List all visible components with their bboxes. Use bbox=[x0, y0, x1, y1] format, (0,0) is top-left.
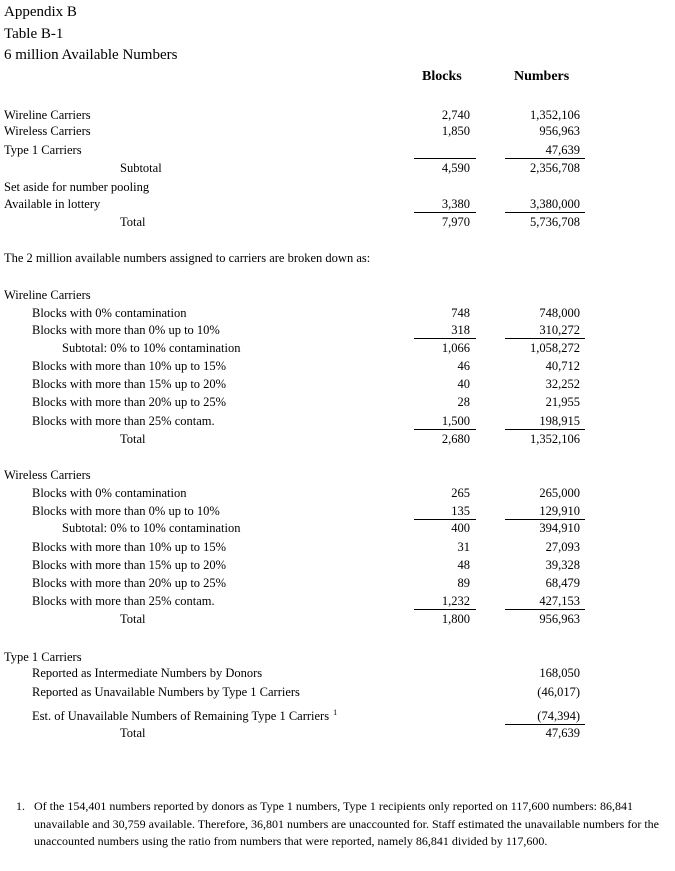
type1-total-numbers: 47,639 bbox=[545, 726, 580, 740]
wireline-row-numbers: 40,712 bbox=[545, 359, 580, 373]
footnote-text: Of the 154,401 numbers reported by donors as Type 1 numbers, Type 1 recipients only reported on 117,600 numbers: 86,841 unavailable and 30,759 available. Therefore, 36,801 numbers are unaccounted for. Staff estimated the unavailable numbers for the unaccounted numbers using the ratio from numbers that were reported, namely 86,841 divided by 117,600. bbox=[34, 799, 660, 848]
summary-total-label: Total bbox=[120, 215, 146, 229]
summary-subtotal-blocks: 4,590 bbox=[441, 161, 470, 175]
wireless-subtotal-label: Subtotal: 0% to 10% contamination bbox=[62, 521, 241, 535]
wireless-row-numbers: 427,153 bbox=[539, 594, 580, 608]
summary-total-numbers: 5,736,708 bbox=[530, 215, 580, 229]
wireline-row-label: Blocks with more than 15% up to 20% bbox=[32, 377, 227, 391]
wireless-subtotal-blocks: 400 bbox=[451, 521, 470, 535]
wireline-row-numbers: 748,000 bbox=[539, 306, 580, 320]
wireless-total-rule-numbers bbox=[505, 609, 585, 610]
summary-wireless-numbers: 956,963 bbox=[539, 124, 580, 138]
type1-row-numbers: (46,017) bbox=[537, 685, 580, 699]
wireless-row-blocks: 1,232 bbox=[441, 594, 470, 608]
wireline-row-blocks: 318 bbox=[451, 323, 470, 337]
summary-total-rule-blocks bbox=[414, 212, 476, 213]
wireline-total-label: Total bbox=[120, 432, 146, 446]
summary-total-blocks: 7,970 bbox=[441, 215, 470, 229]
wireline-row-blocks: 1,500 bbox=[441, 414, 470, 428]
wireless-row-numbers: 27,093 bbox=[545, 540, 580, 554]
wireline-row-blocks: 28 bbox=[457, 395, 470, 409]
wireless-total-blocks: 1,800 bbox=[441, 612, 470, 626]
type1-row-numbers: 168,050 bbox=[539, 666, 580, 680]
wireline-row-label: Blocks with more than 20% up to 25% bbox=[32, 395, 227, 409]
wireline-row-label: Blocks with 0% contamination bbox=[32, 306, 187, 320]
wireline-subtotal-rule-numbers bbox=[505, 338, 585, 339]
table-title: 6 million Available Numbers bbox=[4, 47, 178, 63]
summary-type1-label: Type 1 Carriers bbox=[4, 143, 82, 157]
summary-wireline-numbers: 1,352,106 bbox=[530, 108, 580, 122]
wireless-row-label: Blocks with more than 25% contam. bbox=[32, 594, 215, 608]
wireless-row-blocks: 31 bbox=[457, 540, 470, 554]
wireline-total-rule-blocks bbox=[414, 429, 476, 430]
wireless-row-label: Blocks with 0% contamination bbox=[32, 486, 187, 500]
summary-subtotal-rule-blocks bbox=[414, 158, 476, 159]
wireless-subtotal-rule-blocks bbox=[414, 519, 476, 520]
type1-section-title: Type 1 Carriers bbox=[4, 650, 82, 664]
wireless-total-label: Total bbox=[120, 612, 146, 626]
summary-type1-numbers: 47,639 bbox=[545, 143, 580, 157]
wireline-row-numbers: 198,915 bbox=[539, 414, 580, 428]
wireline-total-rule-numbers bbox=[505, 429, 585, 430]
wireline-subtotal-blocks: 1,066 bbox=[441, 341, 470, 355]
type1-total-rule-numbers bbox=[505, 724, 585, 725]
summary-pooling-label: Set aside for number pooling bbox=[4, 180, 150, 194]
summary-subtotal-rule-numbers bbox=[505, 158, 585, 159]
wireless-total-numbers: 956,963 bbox=[539, 612, 580, 626]
summary-lottery-numbers: 3,380,000 bbox=[530, 197, 580, 211]
summary-wireless-label: Wireless Carriers bbox=[4, 124, 91, 138]
type1-row-label: Reported as Unavailable Numbers by Type 1 Carriers bbox=[32, 685, 300, 699]
summary-wireline-blocks: 2,740 bbox=[441, 108, 470, 122]
type1-total-label: Total bbox=[120, 726, 146, 740]
footnote-reference: 1 bbox=[333, 708, 338, 717]
wireline-row-blocks: 46 bbox=[457, 359, 470, 373]
wireless-row-blocks: 48 bbox=[457, 558, 470, 572]
wireless-subtotal-numbers: 394,910 bbox=[539, 521, 580, 535]
wireless-row-label: Blocks with more than 10% up to 15% bbox=[32, 540, 227, 554]
wireless-row-numbers: 129,910 bbox=[539, 504, 580, 518]
wireless-row-label: Blocks with more than 20% up to 25% bbox=[32, 576, 227, 590]
wireline-subtotal-label: Subtotal: 0% to 10% contamination bbox=[62, 341, 241, 355]
wireline-row-numbers: 310,272 bbox=[539, 323, 580, 337]
wireless-section-title: Wireless Carriers bbox=[4, 468, 91, 482]
summary-total-rule-numbers bbox=[505, 212, 585, 213]
wireline-row-blocks: 40 bbox=[457, 377, 470, 391]
breakdown-intro: The 2 million available numbers assigned to carriers are broken down as: bbox=[4, 251, 371, 265]
summary-lottery-blocks: 3,380 bbox=[441, 197, 470, 211]
blocks-column-header: Blocks bbox=[422, 69, 462, 84]
wireline-row-label: Blocks with more than 10% up to 15% bbox=[32, 359, 227, 373]
wireless-row-blocks: 89 bbox=[457, 576, 470, 590]
numbers-column-header: Numbers bbox=[514, 69, 570, 84]
wireline-subtotal-rule-blocks bbox=[414, 338, 476, 339]
wireless-row-numbers: 265,000 bbox=[539, 486, 580, 500]
wireless-row-blocks: 265 bbox=[451, 486, 470, 500]
wireline-row-numbers: 21,955 bbox=[545, 395, 580, 409]
wireline-subtotal-numbers: 1,058,272 bbox=[530, 341, 580, 355]
wireless-row-numbers: 39,328 bbox=[545, 558, 580, 572]
type1-row-label: Reported as Intermediate Numbers by Donors bbox=[32, 666, 263, 680]
footnote-marker: 1. bbox=[16, 799, 25, 813]
appendix-label: Appendix B bbox=[4, 4, 77, 20]
wireline-row-label: Blocks with more than 25% contam. bbox=[32, 414, 215, 428]
wireline-row-label: Blocks with more than 0% up to 10% bbox=[32, 323, 220, 337]
wireline-row-blocks: 748 bbox=[451, 306, 470, 320]
wireline-row-numbers: 32,252 bbox=[545, 377, 580, 391]
wireless-row-numbers: 68,479 bbox=[545, 576, 580, 590]
wireless-subtotal-rule-numbers bbox=[505, 519, 585, 520]
wireless-row-label: Blocks with more than 0% up to 10% bbox=[32, 504, 220, 518]
type1-row-numbers: (74,394) bbox=[537, 709, 580, 723]
summary-wireline-label: Wireline Carriers bbox=[4, 108, 91, 122]
wireline-total-blocks: 2,680 bbox=[441, 432, 470, 446]
wireline-total-numbers: 1,352,106 bbox=[530, 432, 580, 446]
wireless-row-blocks: 135 bbox=[451, 504, 470, 518]
wireless-row-label: Blocks with more than 15% up to 20% bbox=[32, 558, 227, 572]
wireline-section-title: Wireline Carriers bbox=[4, 288, 91, 302]
type1-row-label-text: Est. of Unavailable Numbers of Remaining Type 1 Carriers bbox=[32, 709, 330, 724]
table-label: Table B-1 bbox=[4, 26, 64, 42]
summary-wireless-blocks: 1,850 bbox=[441, 124, 470, 138]
summary-subtotal-numbers: 2,356,708 bbox=[530, 161, 580, 175]
summary-lottery-label: Available in lottery bbox=[4, 197, 101, 211]
type1-row-label bbox=[32, 708, 337, 724]
summary-subtotal-label: Subtotal bbox=[120, 161, 162, 175]
wireless-total-rule-blocks bbox=[414, 609, 476, 610]
